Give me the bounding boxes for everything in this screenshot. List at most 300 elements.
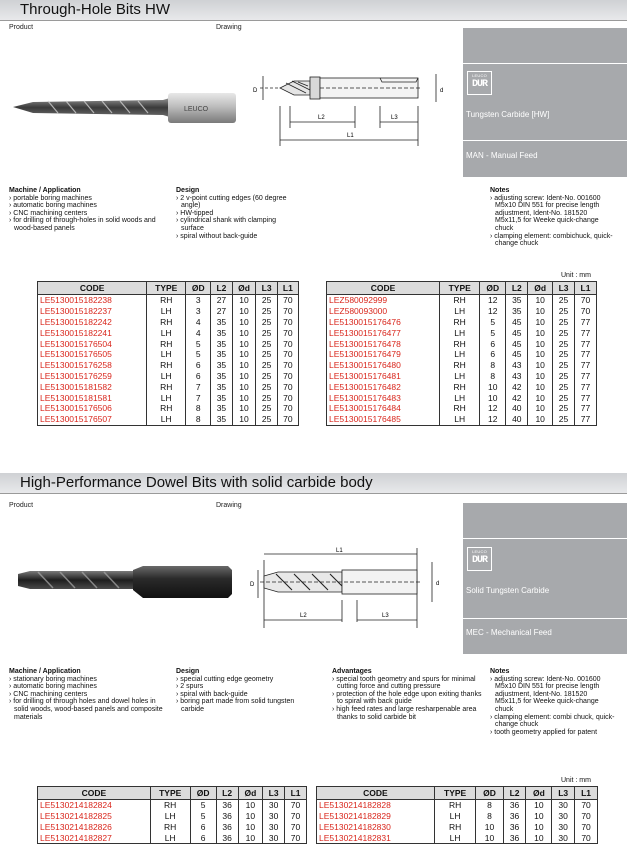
- product-code: LE5130015176504: [38, 338, 147, 349]
- table-cell: 25: [256, 327, 277, 338]
- product-code: LE5130015176476: [327, 317, 440, 328]
- leuco-dur-logo: LEUCO DUR: [467, 547, 492, 571]
- table-cell: 70: [575, 811, 598, 822]
- column-header: TYPE: [440, 282, 480, 295]
- column-header: Ød: [238, 787, 263, 800]
- table-cell: 35: [211, 338, 232, 349]
- unit-label-1: Unit : mm: [561, 272, 591, 279]
- table-cell: LH: [147, 327, 186, 338]
- table-cell: 30: [263, 800, 285, 811]
- drawing-label: Drawing: [216, 24, 242, 31]
- table-row: [327, 360, 597, 371]
- table-row: [38, 349, 299, 360]
- table-cell: 30: [263, 822, 285, 833]
- table-cell: 25: [553, 392, 575, 403]
- svg-text:L2: L2: [300, 613, 307, 619]
- product-code: LE5130015176482: [327, 381, 440, 392]
- table-cell: 10: [480, 392, 506, 403]
- machine-application-2: Machine / Application › stationary boring machines › automatic boring machines › CNC machining centers › for drilling of through holes and dowel holes in solid woods, wood-based panels and composite materials: [9, 668, 163, 721]
- table-row: [38, 403, 299, 414]
- table-cell: 70: [575, 306, 597, 317]
- table-cell: 5: [190, 800, 216, 811]
- table-cell: 10: [526, 822, 552, 833]
- table-cell: 10: [480, 381, 506, 392]
- column-header: Ød: [526, 787, 552, 800]
- table-cell: 10: [528, 338, 553, 349]
- table-cell: 25: [553, 360, 575, 371]
- product-code: LE5130015182238: [38, 295, 147, 306]
- table-cell: LH: [147, 414, 186, 425]
- table-cell: 3: [186, 306, 211, 317]
- table-cell: LH: [440, 349, 480, 360]
- table-cell: 10: [232, 317, 256, 328]
- table-cell: 70: [277, 349, 298, 360]
- table-cell: RH: [434, 800, 476, 811]
- table-cell: 45: [506, 327, 528, 338]
- table-row: [317, 811, 598, 822]
- table-cell: 10: [232, 392, 256, 403]
- table-cell: 10: [232, 306, 256, 317]
- product-code: LE5130015181582: [38, 381, 147, 392]
- table-row: [327, 317, 597, 328]
- product-code: LE5130214182828: [317, 800, 435, 811]
- table-cell: 70: [575, 800, 598, 811]
- table-cell: 10: [232, 371, 256, 382]
- table-cell: LH: [147, 371, 186, 382]
- table-cell: 10: [528, 295, 553, 306]
- table-row: [38, 327, 299, 338]
- product-code: LE5130214182824: [38, 800, 151, 811]
- table-cell: 36: [503, 800, 526, 811]
- table-cell: 10: [232, 327, 256, 338]
- table-cell: LH: [147, 349, 186, 360]
- table-cell: LH: [440, 392, 480, 403]
- table-row: [327, 381, 597, 392]
- table-cell: 45: [506, 349, 528, 360]
- notes-1: Notes › adjusting screw: Ident-No. 001600 M5x10 DIN 551 for precise length adjustment, Ident-No. 181520 M5x11,5 for Weeke quick-change chuck › clamping element: combichuck, quick-change chuck: [490, 187, 613, 248]
- table-cell: 77: [575, 381, 597, 392]
- table-row: [38, 822, 307, 833]
- table-cell: 5: [186, 349, 211, 360]
- material-label: Tungsten Carbide [HW]: [466, 110, 550, 119]
- table-cell: 25: [256, 338, 277, 349]
- product-code: LE5130015176480: [327, 360, 440, 371]
- table-cell: 70: [285, 832, 307, 843]
- table-cell: 36: [216, 811, 238, 822]
- table-cell: 10: [238, 811, 263, 822]
- table-cell: 10: [232, 360, 256, 371]
- table-cell: 25: [256, 371, 277, 382]
- table-cell: 70: [277, 381, 298, 392]
- table-cell: 25: [256, 295, 277, 306]
- through-hole-bit-image: [8, 88, 238, 128]
- column-header: L3: [256, 282, 277, 295]
- table-cell: 35: [211, 371, 232, 382]
- table-cell: 25: [256, 349, 277, 360]
- table-row: [327, 338, 597, 349]
- table-cell: 10: [528, 381, 553, 392]
- table-cell: 12: [480, 295, 506, 306]
- column-header: ØD: [480, 282, 506, 295]
- table-cell: 77: [575, 360, 597, 371]
- table-cell: LH: [440, 327, 480, 338]
- table-cell: 70: [285, 822, 307, 833]
- table-cell: 27: [211, 295, 232, 306]
- table-cell: 36: [503, 822, 526, 833]
- table-cell: RH: [150, 822, 190, 833]
- table-cell: 8: [480, 360, 506, 371]
- table-cell: 36: [216, 800, 238, 811]
- table-cell: 8: [186, 414, 211, 425]
- product-code: LE5130214182826: [38, 822, 151, 833]
- through-hole-bit-drawing: [250, 66, 450, 148]
- table-cell: RH: [440, 403, 480, 414]
- table-header-row: [327, 282, 597, 295]
- table-cell: 10: [528, 403, 553, 414]
- table-cell: 45: [506, 338, 528, 349]
- table-row: [38, 371, 299, 382]
- table-cell: 45: [506, 317, 528, 328]
- table-cell: LH: [434, 811, 476, 822]
- table-cell: RH: [440, 295, 480, 306]
- table-row: [327, 349, 597, 360]
- table-row: [327, 327, 597, 338]
- table-header-row: [317, 787, 598, 800]
- table-cell: 70: [575, 832, 598, 843]
- product-code: LE5130015182241: [38, 327, 147, 338]
- table-cell: 30: [552, 811, 575, 822]
- table-cell: 10: [528, 392, 553, 403]
- product-code: LE5130015176481: [327, 371, 440, 382]
- table-cell: 35: [211, 317, 232, 328]
- table-cell: 25: [553, 306, 575, 317]
- table-cell: RH: [147, 338, 186, 349]
- column-header: TYPE: [434, 787, 476, 800]
- table-cell: 4: [186, 327, 211, 338]
- table-cell: 36: [216, 822, 238, 833]
- table-cell: 77: [575, 414, 597, 425]
- column-header: Ød: [528, 282, 553, 295]
- table-cell: 30: [552, 800, 575, 811]
- table-cell: 10: [526, 800, 552, 811]
- table-cell: LH: [440, 371, 480, 382]
- spec-table-2-right: [316, 786, 598, 844]
- svg-text:d: d: [440, 88, 444, 94]
- spec-table-2-left: [37, 786, 307, 844]
- table-cell: 40: [506, 403, 528, 414]
- table-row: [317, 832, 598, 843]
- design-2: Design › special cutting edge geometry › 2 spurs › spiral with back-guide › boring part made from solid tungsten carbide: [176, 668, 295, 713]
- table-cell: 25: [256, 306, 277, 317]
- table-row: [38, 832, 307, 843]
- table-cell: 6: [190, 832, 216, 843]
- spec-table-1-right: [326, 281, 597, 426]
- column-header: ØD: [186, 282, 211, 295]
- table-cell: 10: [232, 338, 256, 349]
- table-cell: 30: [263, 832, 285, 843]
- svg-text:D: D: [250, 582, 255, 588]
- table-cell: 25: [553, 403, 575, 414]
- column-header: L1: [285, 787, 307, 800]
- table-cell: 27: [211, 306, 232, 317]
- table-cell: RH: [147, 317, 186, 328]
- column-header: Ød: [232, 282, 256, 295]
- table-cell: 10: [528, 349, 553, 360]
- table-cell: 10: [528, 360, 553, 371]
- feed-label: MAN - Manual Feed: [466, 151, 538, 160]
- table-cell: 12: [480, 403, 506, 414]
- table-cell: RH: [434, 822, 476, 833]
- table-cell: 10: [238, 832, 263, 843]
- table-cell: 30: [263, 811, 285, 822]
- table-cell: 6: [186, 360, 211, 371]
- table-cell: 10: [476, 822, 503, 833]
- table-cell: RH: [147, 360, 186, 371]
- column-header: L1: [277, 282, 298, 295]
- table-cell: 5: [480, 327, 506, 338]
- table-cell: LH: [147, 306, 186, 317]
- column-header: L3: [552, 787, 575, 800]
- table-cell: 35: [211, 403, 232, 414]
- table-cell: 25: [256, 403, 277, 414]
- table-cell: RH: [440, 381, 480, 392]
- table-cell: 25: [553, 317, 575, 328]
- product-code: LE5130015176479: [327, 349, 440, 360]
- product-code: LE5130015182237: [38, 306, 147, 317]
- table-row: [327, 371, 597, 382]
- product-label: Product: [9, 502, 34, 509]
- table-cell: LH: [147, 392, 186, 403]
- product-code: LE5130015176258: [38, 360, 147, 371]
- table-cell: 25: [553, 414, 575, 425]
- table-cell: 70: [277, 392, 298, 403]
- table-row: [38, 800, 307, 811]
- table-cell: 77: [575, 371, 597, 382]
- table-cell: RH: [150, 800, 190, 811]
- table-cell: 25: [256, 317, 277, 328]
- table-cell: 35: [506, 306, 528, 317]
- table-cell: 36: [503, 832, 526, 843]
- table-cell: 70: [285, 800, 307, 811]
- table-row: [327, 295, 597, 306]
- table-cell: 10: [528, 414, 553, 425]
- table-cell: 35: [211, 327, 232, 338]
- table-row: [327, 306, 597, 317]
- table-cell: RH: [440, 317, 480, 328]
- table-cell: 25: [256, 392, 277, 403]
- table-cell: 42: [506, 392, 528, 403]
- product-label: Product: [9, 24, 34, 31]
- table-cell: 42: [506, 381, 528, 392]
- spec-table-1-left: [37, 281, 299, 426]
- svg-text:d: d: [436, 581, 440, 587]
- table-cell: 36: [216, 832, 238, 843]
- table-cell: 10: [238, 800, 263, 811]
- column-header: L2: [503, 787, 526, 800]
- table-cell: RH: [147, 381, 186, 392]
- table-cell: 10: [526, 832, 552, 843]
- table-row: [38, 338, 299, 349]
- table-cell: 7: [186, 392, 211, 403]
- table-cell: LH: [434, 832, 476, 843]
- product-code: LE5130214182825: [38, 811, 151, 822]
- column-header: CODE: [38, 787, 151, 800]
- product-code: LE5130015176259: [38, 371, 147, 382]
- table-cell: 70: [277, 306, 298, 317]
- table-cell: 10: [232, 349, 256, 360]
- column-header: CODE: [317, 787, 435, 800]
- drawing-label: Drawing: [216, 502, 242, 509]
- table-cell: 25: [256, 360, 277, 371]
- column-header: L3: [263, 787, 285, 800]
- svg-text:D: D: [253, 88, 258, 94]
- table-cell: 6: [190, 822, 216, 833]
- table-cell: 70: [277, 295, 298, 306]
- table-cell: 36: [503, 811, 526, 822]
- table-cell: 8: [480, 371, 506, 382]
- table-cell: 25: [553, 381, 575, 392]
- table-header-row: [38, 282, 299, 295]
- table-row: [38, 317, 299, 328]
- svg-text:L1: L1: [347, 133, 354, 139]
- table-cell: 70: [277, 414, 298, 425]
- svg-text:L3: L3: [391, 115, 398, 121]
- table-cell: 77: [575, 317, 597, 328]
- table-cell: 70: [285, 811, 307, 822]
- table-row: [327, 392, 597, 403]
- dowel-bit-image: [8, 560, 238, 604]
- notes-2: Notes › adjusting screw: Ident-No. 001600 M5x10 DIN 551 for precise length adjustment, Ident-No. 181520 M5x11,5 for Weeke quick-change chuck › clamping element: combi chuck, quick-change chuck › tooth geometry applied for patent: [490, 668, 615, 736]
- product-code: LE5130214182829: [317, 811, 435, 822]
- advantages-2: Advantages › special tooth geometry and spurs for minimal cutting force and cutting pressure › protection of the hole edge upon exiting thanks to spiral with back guide › high feed rates and large resharpenable area thanks to solid carbide bit: [332, 668, 482, 721]
- table-row: [38, 381, 299, 392]
- table-cell: 8: [476, 800, 503, 811]
- product-code: LEZ580092999: [327, 295, 440, 306]
- table-cell: RH: [147, 295, 186, 306]
- table-cell: 5: [186, 338, 211, 349]
- column-header: TYPE: [150, 787, 190, 800]
- table-cell: 70: [277, 371, 298, 382]
- table-cell: 70: [277, 327, 298, 338]
- table-cell: 10: [528, 306, 553, 317]
- column-header: CODE: [327, 282, 440, 295]
- column-header: L3: [553, 282, 575, 295]
- table-cell: 7: [186, 381, 211, 392]
- table-row: [38, 414, 299, 425]
- table-cell: 4: [186, 317, 211, 328]
- svg-text:L2: L2: [318, 115, 325, 121]
- table-cell: 70: [575, 822, 598, 833]
- table-cell: 10: [528, 317, 553, 328]
- table-cell: 77: [575, 349, 597, 360]
- table-row: [38, 392, 299, 403]
- section2-title: High-Performance Dowel Bits with solid carbide body: [20, 474, 373, 491]
- column-header: L2: [506, 282, 528, 295]
- svg-text:L1: L1: [336, 548, 343, 554]
- column-header: CODE: [38, 282, 147, 295]
- table-cell: 77: [575, 403, 597, 414]
- table-cell: LH: [150, 811, 190, 822]
- table-cell: 35: [211, 360, 232, 371]
- table-cell: 70: [277, 403, 298, 414]
- table-row: [327, 414, 597, 425]
- table-cell: 43: [506, 371, 528, 382]
- feed-label: MEC - Mechanical Feed: [466, 628, 552, 637]
- column-header: L1: [575, 282, 597, 295]
- table-cell: 70: [575, 295, 597, 306]
- product-code: LEZ580093000: [327, 306, 440, 317]
- table-cell: 10: [476, 832, 503, 843]
- table-cell: 25: [256, 414, 277, 425]
- table-row: [38, 306, 299, 317]
- table-cell: 12: [480, 306, 506, 317]
- table-cell: 25: [553, 295, 575, 306]
- table-cell: 35: [211, 414, 232, 425]
- table-header-row: [38, 787, 307, 800]
- product-code: LE5130214182827: [38, 832, 151, 843]
- unit-label-2: Unit : mm: [561, 777, 591, 784]
- table-cell: 10: [232, 295, 256, 306]
- product-code: LE5130015176484: [327, 403, 440, 414]
- svg-text:LEUCO: LEUCO: [184, 106, 209, 113]
- product-code: LE5130015176505: [38, 349, 147, 360]
- table-cell: 6: [480, 349, 506, 360]
- table-cell: 35: [211, 381, 232, 392]
- table-cell: 25: [256, 381, 277, 392]
- table-cell: 70: [277, 360, 298, 371]
- table-cell: 10: [232, 403, 256, 414]
- table-cell: 5: [480, 317, 506, 328]
- table-cell: LH: [150, 832, 190, 843]
- product-code: LE5130015176507: [38, 414, 147, 425]
- table-row: [327, 403, 597, 414]
- table-cell: 10: [232, 381, 256, 392]
- table-cell: 10: [526, 811, 552, 822]
- table-cell: 10: [528, 371, 553, 382]
- table-cell: 10: [528, 327, 553, 338]
- product-code: LE5130214182830: [317, 822, 435, 833]
- table-cell: 25: [553, 327, 575, 338]
- machine-application-1: Machine / Application › portable boring machines › automatic boring machines › CNC machining centers › for drilling of through-holes in solid woods and wood-based panels: [9, 187, 156, 232]
- product-code: LE5130015176506: [38, 403, 147, 414]
- table-cell: RH: [440, 360, 480, 371]
- table-cell: 35: [211, 392, 232, 403]
- table-cell: 25: [553, 338, 575, 349]
- table-cell: 77: [575, 392, 597, 403]
- table-row: [38, 295, 299, 306]
- table-cell: 77: [575, 327, 597, 338]
- column-header: L2: [216, 787, 238, 800]
- product-code: LE5130015176478: [327, 338, 440, 349]
- table-cell: 40: [506, 414, 528, 425]
- table-row: [38, 360, 299, 371]
- table-cell: 30: [552, 822, 575, 833]
- table-row: [317, 822, 598, 833]
- product-code: LE5130015176483: [327, 392, 440, 403]
- column-header: TYPE: [147, 282, 186, 295]
- product-code: LE5130015176477: [327, 327, 440, 338]
- table-row: [38, 811, 307, 822]
- table-cell: 3: [186, 295, 211, 306]
- table-cell: 8: [476, 811, 503, 822]
- table-cell: 10: [238, 822, 263, 833]
- table-cell: 35: [506, 295, 528, 306]
- table-cell: RH: [147, 403, 186, 414]
- table-cell: 8: [186, 403, 211, 414]
- product-code: LE5130015182242: [38, 317, 147, 328]
- table-cell: LH: [440, 306, 480, 317]
- table-cell: 25: [553, 349, 575, 360]
